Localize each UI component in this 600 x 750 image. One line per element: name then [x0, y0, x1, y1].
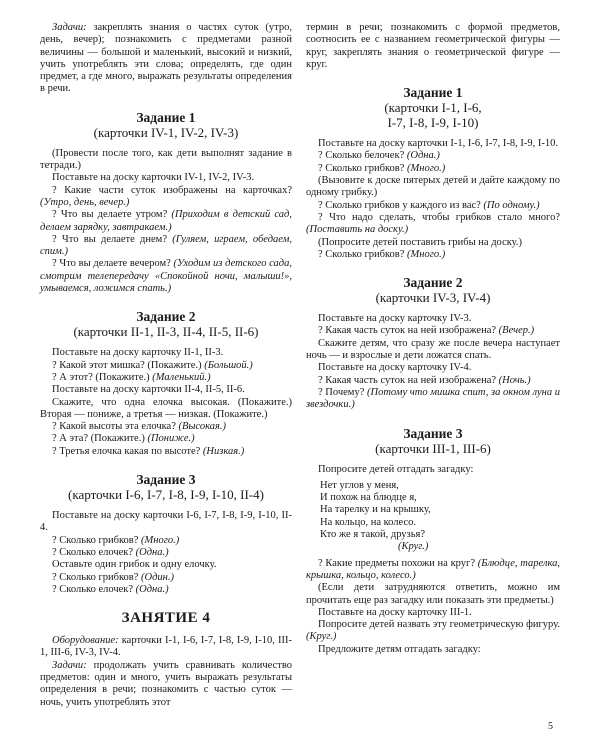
lesson4-goals-continued: термин в речи; познакомить с формой предметов, соотносить ее с названием геометрической фигуры — круг, закреплять знания о геометрической фигуре — круг. — [306, 22, 560, 70]
r-task2-body — [306, 313, 560, 411]
answer-text: (Блюдце, тарелка, крышка, кольцо, колесо.) — [306, 557, 561, 581]
answer-text: (По одному.) — [480, 199, 540, 211]
answer-text: (Ночь.) — [496, 374, 531, 386]
text-paragraph: Поставьте на доску карточки I-1, I-6, I-7, I-8, I-9, I-10. — [318, 138, 558, 150]
text-paragraph: Поставьте на доску карточки IV-1, IV-2, IV-3. — [52, 172, 255, 184]
goals-label: Задачи: — [52, 22, 87, 33]
text-paragraph: Поставьте на доску карточку III-1. — [318, 606, 472, 618]
text-paragraph: ? Какая часть суток на ней изображена? (Ночь.) — [318, 374, 531, 386]
text-paragraph: Поставьте на доску карточку II-1, II-3. — [52, 347, 224, 359]
lesson4-title: ЗАНЯТИЕ 4 — [121, 610, 211, 627]
answer-text: (Большой.) — [201, 359, 253, 371]
task3-title: Задание 3 — [136, 472, 196, 488]
text-paragraph: ? Сколько елочек? (Одна.) — [52, 583, 169, 595]
task1-cards: (карточки IV-1, IV-2, IV-3) — [93, 124, 239, 140]
task1-title: Задание 1 — [136, 109, 196, 125]
riddle-answer: (Круг.) — [398, 541, 429, 553]
r-task3-body — [306, 558, 560, 656]
text-paragraph: (Провести после того, как дети выполнят задание в тетради.) — [40, 147, 292, 172]
text-paragraph: Поставьте на доску карточки II-4, II-5, II-6. — [52, 384, 245, 396]
poem-line: И похож на блюдце я, — [320, 492, 417, 504]
text-paragraph: Поставьте на доску карточку IV-3. — [318, 313, 472, 325]
text-paragraph: (Попросите детей поставить грибы на доску.) — [318, 236, 522, 248]
text-paragraph: Поставьте на доску карточки I-6, I-7, I-8, I-9, I-10, II-4. — [40, 510, 292, 534]
text-paragraph: ? Сколько грибков? (Много.) — [318, 248, 446, 260]
riddle-intro: Попросите детей отгадать загадку: — [318, 463, 474, 475]
r-task1-cards-line2: I-7, I-8, I-9, I-10) — [387, 115, 479, 131]
text-paragraph: ? Сколько белочек? (Одна.) — [318, 150, 440, 162]
text-paragraph: (Вызовите к доске пятерых детей и дайте каждому по одному грибку.) — [306, 175, 560, 199]
answer-text: (Низкая.) — [200, 445, 245, 457]
task2-cards: (карточки II-1, II-3, II-4, II-5, II-6) — [73, 324, 259, 340]
text-paragraph: Попросите детей назвать эту геометрическую фигуру. (Круг.) — [306, 619, 560, 643]
answer-text: (Круг.) — [306, 631, 337, 643]
task3-cards: (карточки I-6, I-7, I-8, I-9, I-10, II-4) — [68, 487, 264, 503]
text-paragraph: ? Какой этот мишка? (Покажите.) (Большой.) — [52, 359, 253, 371]
text-paragraph: ? А эта? (Покажите.) (Пониже.) — [52, 433, 195, 445]
poem-line: Кто же я такой, друзья? — [320, 529, 425, 541]
text-paragraph: ? Какие предметы похожи на круг? (Блюдце, тарелка, крышка, кольцо, колесо.) — [306, 557, 561, 581]
answer-text: (Один.) — [138, 571, 175, 583]
text-paragraph: Поставьте на доску карточку IV-4. — [318, 362, 472, 374]
answer-text: (Много.) — [138, 534, 180, 546]
answer-text: (Поставить на доску.) — [306, 224, 409, 236]
answer-text: (Пониже.) — [144, 433, 195, 445]
text-paragraph: ? Сколько грибков? (Один.) — [52, 571, 175, 583]
r-task3-cards: (карточки III-1, III-6) — [375, 440, 491, 456]
poem-line: На тарелку и на крышку, — [320, 504, 431, 516]
answer-text: (Гуляем, играем, обедаем, спим.) — [40, 233, 292, 258]
text-paragraph: ? Сколько грибков? (Много.) — [52, 534, 180, 546]
task2-body — [40, 347, 292, 458]
text-paragraph: ? Сколько грибков? (Много.) — [318, 162, 446, 174]
text-paragraph: Скажите детям, что сразу же после вечера наступает ночь — и взрослые и дети ложатся спать. — [306, 337, 560, 362]
answer-text: (Вечер.) — [496, 325, 535, 337]
answer-text: (Одна.) — [133, 583, 169, 595]
text-paragraph: ? Какой высоты эта елочка? (Высокая.) — [52, 421, 227, 433]
answer-text: (Одна.) — [404, 150, 440, 162]
r-task2-cards: (карточки IV-3, IV-4) — [375, 290, 491, 306]
right-column — [306, 22, 560, 656]
answer-text: (Потому что мишка спит, за окном луна и звездочки.) — [306, 386, 561, 411]
answer-text: (Много.) — [404, 248, 446, 260]
text-paragraph: ? Какие части суток изображены на карточках? (Утро, день, вечер.) — [40, 184, 292, 208]
text-paragraph: ? Что вы делаете днем? (Гуляем, играем, обедаем, спим.) — [40, 233, 292, 258]
task1-body — [40, 148, 292, 296]
text-paragraph: ? Какая часть суток на ней изображена? (Вечер.) — [318, 325, 535, 337]
lesson4-goals: Задачи: продолжать учить сравнивать количество предметов: один и много, учить выражать результаты определения в речи; познакомить с частью суток — ночь, учить употреблять этот — [40, 659, 292, 708]
text-paragraph: ? Сколько елочек? (Одна.) — [52, 546, 169, 558]
text-paragraph: Оставьте один грибок и одну елочку. — [52, 559, 217, 571]
text-paragraph: ? Почему? (Потому что мишка спит, за окном луна и звездочки.) — [306, 386, 561, 411]
poem-line: Нет углов у меня, — [320, 479, 399, 491]
page-number: 5 — [548, 721, 553, 732]
answer-text: (Одна.) — [133, 546, 169, 558]
r-task1-cards-line1: (карточки I-1, I-6, — [384, 100, 482, 116]
r-task3-title: Задание 3 — [403, 425, 463, 441]
text-paragraph: (Если дети затрудняются ответить, можно им прочитать еще раз загадку или показать эти предметы.) — [306, 582, 560, 606]
lesson4-equipment: Оборудование: карточки I-1, I-6, I-7, I-8, I-9, I-10, III-1, III-6, IV-3, IV-4. — [40, 635, 292, 659]
text-paragraph: Предложите детям отгадать загадку: — [318, 643, 481, 655]
text-paragraph: ? А этот? (Покажите.) (Маленький.) — [52, 371, 211, 383]
r-task2-title: Задание 2 — [403, 275, 463, 291]
text-paragraph: ? Что надо сделать, чтобы грибков стало много? (Поставить на доску.) — [306, 211, 560, 236]
text-paragraph: ? Что вы делаете утром? (Приходим в детский сад, делаем зарядку, завтракаем.) — [40, 209, 292, 233]
left-column — [40, 22, 292, 709]
text-paragraph: ? Что вы делаете вечером? (Уходим из детского сада, смотрим телепередачу «Спокойной ночи, малыши!», умываемся, ложимся спать.) — [40, 258, 292, 295]
answer-text: (Высокая.) — [175, 421, 227, 433]
r-task1-body — [306, 138, 560, 261]
answer-text: (Маленький.) — [149, 371, 211, 383]
riddle-poem — [320, 480, 560, 554]
text-paragraph: ? Третья елочка какая по высоте? (Низкая.) — [52, 445, 245, 457]
answer-text: (Приходим в детский сад, делаем зарядку, завтракаем.) — [40, 209, 292, 233]
task2-title: Задание 2 — [136, 309, 196, 325]
poem-line: На кольцо, на колесо. — [320, 516, 416, 528]
text-paragraph: ? Сколько грибков у каждого из вас? (По одному.) — [318, 199, 540, 211]
answer-text: (Утро, день, вечер.) — [40, 196, 130, 208]
text-paragraph: Скажите, что одна елочка высокая. (Покажите.) Вторая — пониже, а третья — низкая. (Покажите.) — [40, 396, 292, 420]
r-task1-title: Задание 1 — [403, 85, 463, 101]
answer-text: (Много.) — [404, 162, 446, 174]
lesson3-goals: Задачи: закреплять знания о частях суток (утро, день, вечер); познакомить с предметами разной величины — большой и маленький, высокий и низкий, учить употреблять эти слова; определять, где один предмет, а где много, выражать результаты определения в речи. — [40, 22, 292, 95]
task3-body — [40, 510, 292, 596]
answer-text: (Уходим из детского сада, смотрим телепередачу «Спокойной ночи, малыши!», умываемся, ложимся спать.) — [40, 258, 292, 295]
